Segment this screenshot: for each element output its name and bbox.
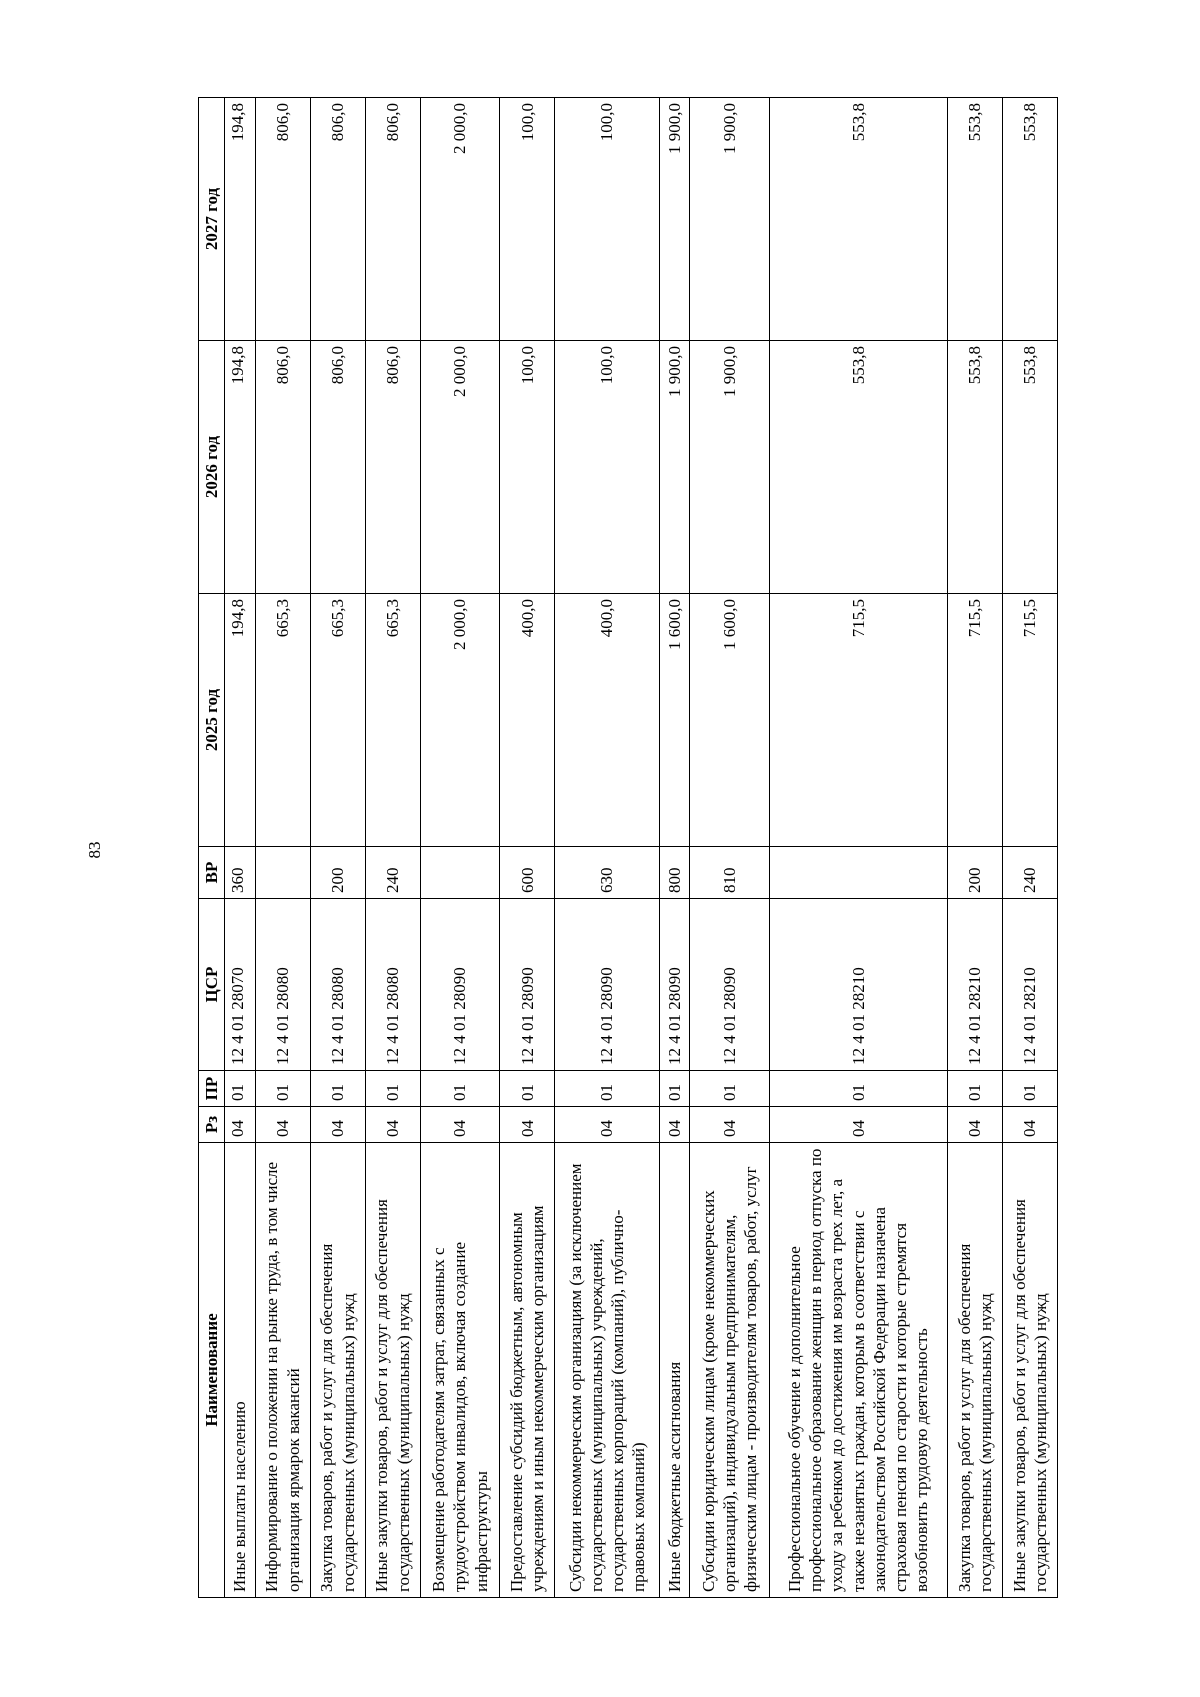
cell-2026: 553,8 <box>947 341 1002 594</box>
cell-csr: 12 4 01 28210 <box>769 899 947 1071</box>
cell-2025: 400,0 <box>500 594 555 847</box>
cell-2025: 715,5 <box>947 594 1002 847</box>
cell-2025: 194,8 <box>225 594 255 847</box>
rotated-table-sheet <box>198 98 1058 1598</box>
cell-vr: 200 <box>947 847 1002 899</box>
cell-name: Профессиональное обучение и дополнительное профессиональное образование женщин в период отпуска по уходу за ребенком до достижения им возраста трех лет, а также незанятых граждан, которым в соответствии с законодательством Российской Федерации назначена страховая пенсия по старости и которые стремятся возобновить трудовую деятельность <box>769 1143 947 1598</box>
cell-name: Возмещение работодателям затрат, связанных с трудоустройством инвалидов, включая создание инфраструктуры <box>420 1143 500 1598</box>
cell-name: Субсидии юридическим лицам (кроме некоммерческих организаций), индивидуальным предпринимателям, физическим лицам - производителям товаров, работ, услуг <box>690 1143 770 1598</box>
cell-pr: 01 <box>500 1071 555 1107</box>
cell-2027: 100,0 <box>500 98 555 341</box>
cell-pr: 01 <box>690 1071 770 1107</box>
cell-2025: 1 600,0 <box>690 594 770 847</box>
cell-2026: 553,8 <box>769 341 947 594</box>
cell-2027: 553,8 <box>947 98 1002 341</box>
table-row <box>365 98 420 1598</box>
table-header-row <box>199 98 225 1598</box>
cell-vr <box>769 847 947 899</box>
cell-name: Иные закупки товаров, работ и услуг для обеспечения государственных (муниципальных) нужд <box>1002 1143 1057 1598</box>
cell-pr: 01 <box>420 1071 500 1107</box>
cell-vr: 240 <box>1002 847 1057 899</box>
cell-csr: 12 4 01 28090 <box>420 899 500 1071</box>
cell-2025: 2 000,0 <box>420 594 500 847</box>
cell-2027: 806,0 <box>310 98 365 341</box>
cell-2026: 1 900,0 <box>659 341 689 594</box>
header-vr: ВР <box>199 847 225 899</box>
cell-name: Закупка товаров, работ и услуг для обеспечения государственных (муниципальных) нужд <box>947 1143 1002 1598</box>
cell-pr: 01 <box>555 1071 659 1107</box>
cell-rz: 04 <box>659 1107 689 1143</box>
cell-2027: 194,8 <box>225 98 255 341</box>
cell-csr: 12 4 01 28080 <box>310 899 365 1071</box>
cell-csr: 12 4 01 28090 <box>659 899 689 1071</box>
table-row <box>1002 98 1057 1598</box>
page-number: 83 <box>85 841 104 859</box>
cell-pr: 01 <box>769 1071 947 1107</box>
cell-2025: 665,3 <box>310 594 365 847</box>
header-csr: ЦСР <box>199 899 225 1071</box>
cell-vr: 600 <box>500 847 555 899</box>
cell-name: Информирование о положении на рынке труда, в том числе организация ярмарок вакансий <box>255 1143 310 1598</box>
cell-rz: 04 <box>255 1107 310 1143</box>
cell-csr: 12 4 01 28080 <box>365 899 420 1071</box>
cell-csr: 12 4 01 28070 <box>225 899 255 1071</box>
header-2027: 2027 год <box>199 98 225 341</box>
cell-pr: 01 <box>225 1071 255 1107</box>
table-row <box>555 98 659 1598</box>
header-name: Наименование <box>199 1143 225 1598</box>
cell-pr: 01 <box>1002 1071 1057 1107</box>
cell-pr: 01 <box>659 1071 689 1107</box>
cell-csr: 12 4 01 28210 <box>1002 899 1057 1071</box>
header-rz: Рз <box>199 1107 225 1143</box>
cell-2026: 806,0 <box>255 341 310 594</box>
cell-2027: 100,0 <box>555 98 659 341</box>
cell-2027: 1 900,0 <box>690 98 770 341</box>
budget-table <box>198 97 1058 1598</box>
table-row <box>690 98 770 1598</box>
cell-2025: 665,3 <box>365 594 420 847</box>
cell-csr: 12 4 01 28090 <box>555 899 659 1071</box>
cell-vr: 360 <box>225 847 255 899</box>
cell-name: Субсидии некоммерческим организациям (за исключением государственных (муниципальных) учреждений, государственных корпораций (компаний), публично-правовых компаний) <box>555 1143 659 1598</box>
cell-pr: 01 <box>255 1071 310 1107</box>
cell-2026: 100,0 <box>500 341 555 594</box>
cell-2025: 715,5 <box>769 594 947 847</box>
table-row <box>947 98 1002 1598</box>
header-pr: ПР <box>199 1071 225 1107</box>
table-row <box>420 98 500 1598</box>
table-row <box>225 98 255 1598</box>
cell-vr: 240 <box>365 847 420 899</box>
cell-pr: 01 <box>947 1071 1002 1107</box>
cell-2027: 2 000,0 <box>420 98 500 341</box>
cell-rz: 04 <box>365 1107 420 1143</box>
cell-rz: 04 <box>690 1107 770 1143</box>
cell-2025: 665,3 <box>255 594 310 847</box>
cell-pr: 01 <box>310 1071 365 1107</box>
cell-vr: 630 <box>555 847 659 899</box>
cell-2025: 400,0 <box>555 594 659 847</box>
table-row <box>659 98 689 1598</box>
cell-vr: 800 <box>659 847 689 899</box>
cell-2027: 1 900,0 <box>659 98 689 341</box>
cell-rz: 04 <box>1002 1107 1057 1143</box>
cell-rz: 04 <box>769 1107 947 1143</box>
cell-2027: 553,8 <box>1002 98 1057 341</box>
cell-2026: 553,8 <box>1002 341 1057 594</box>
cell-2026: 100,0 <box>555 341 659 594</box>
cell-name: Предоставление субсидий бюджетным, автономным учреждениям и иным некоммерческим организациям <box>500 1143 555 1598</box>
cell-name: Закупка товаров, работ и услуг для обеспечения государственных (муниципальных) нужд <box>310 1143 365 1598</box>
cell-2027: 806,0 <box>365 98 420 341</box>
cell-2026: 806,0 <box>310 341 365 594</box>
cell-2025: 715,5 <box>1002 594 1057 847</box>
cell-csr: 12 4 01 28210 <box>947 899 1002 1071</box>
cell-2026: 806,0 <box>365 341 420 594</box>
cell-vr: 200 <box>310 847 365 899</box>
cell-rz: 04 <box>420 1107 500 1143</box>
cell-2026: 2 000,0 <box>420 341 500 594</box>
cell-2027: 806,0 <box>255 98 310 341</box>
header-2025: 2025 год <box>199 594 225 847</box>
cell-vr: 810 <box>690 847 770 899</box>
cell-rz: 04 <box>500 1107 555 1143</box>
cell-name: Иные выплаты населению <box>225 1143 255 1598</box>
cell-rz: 04 <box>555 1107 659 1143</box>
cell-rz: 04 <box>225 1107 255 1143</box>
header-2026: 2026 год <box>199 341 225 594</box>
table-row <box>769 98 947 1598</box>
cell-2027: 553,8 <box>769 98 947 341</box>
table-row <box>310 98 365 1598</box>
cell-2025: 1 600,0 <box>659 594 689 847</box>
cell-pr: 01 <box>365 1071 420 1107</box>
cell-vr <box>420 847 500 899</box>
cell-2026: 194,8 <box>225 341 255 594</box>
cell-csr: 12 4 01 28090 <box>500 899 555 1071</box>
cell-name: Иные закупки товаров, работ и услуг для обеспечения государственных (муниципальных) нужд <box>365 1143 420 1598</box>
table-row <box>500 98 555 1598</box>
cell-rz: 04 <box>947 1107 1002 1143</box>
cell-vr <box>255 847 310 899</box>
cell-name: Иные бюджетные ассигнования <box>659 1143 689 1598</box>
table-row <box>255 98 310 1598</box>
cell-2026: 1 900,0 <box>690 341 770 594</box>
cell-rz: 04 <box>310 1107 365 1143</box>
cell-csr: 12 4 01 28080 <box>255 899 310 1071</box>
cell-csr: 12 4 01 28090 <box>690 899 770 1071</box>
